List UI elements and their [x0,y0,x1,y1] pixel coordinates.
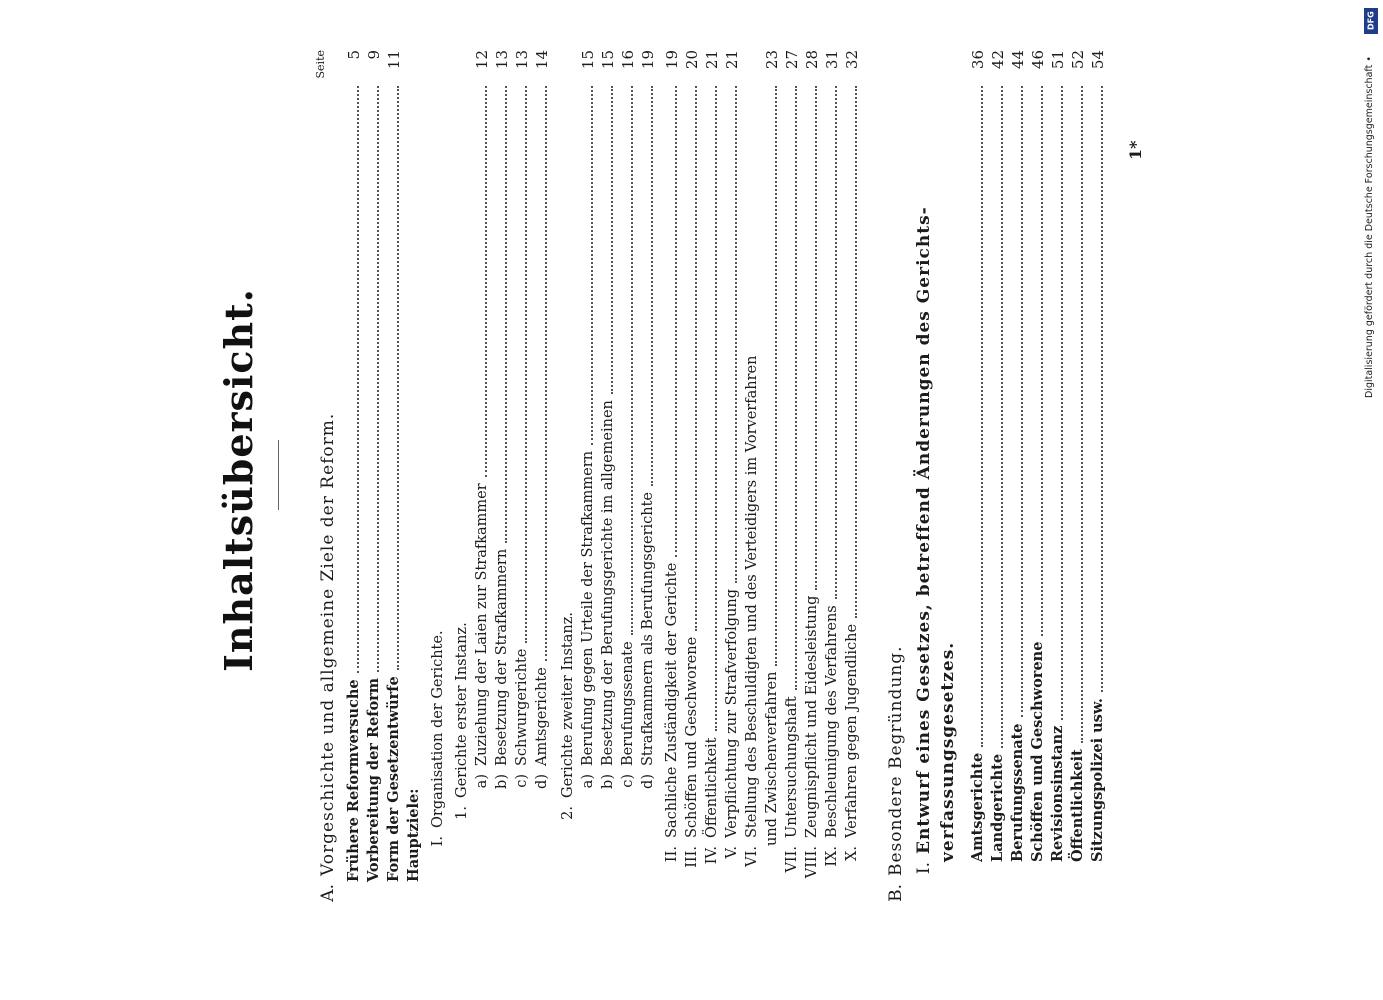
toc-entry [914,50,934,910]
toc-entry-page: 11 [385,50,403,70]
toc-entry-page: 20 [683,50,701,70]
toc-entry [404,50,424,910]
toc-entry-label: Besondere Begründung. [886,645,906,876]
toc-entry-number: b) [494,774,510,789]
toc-entry-number: X. [844,846,860,861]
toc-entry [762,50,782,910]
toc-entry-page: 21 [703,50,721,70]
dot-leader [505,86,507,543]
toc-entry-label: Frühere Reformversuche [345,679,362,882]
toc-entry-label: Organisation der Gerichte. [430,630,446,828]
toc-entry-label: Besetzung der Berufungsgerichte im allgemeinen [600,400,616,766]
dot-leader [545,86,547,661]
toc-entry-number: A. [318,884,338,902]
toc-entry-number: VI. [744,846,760,867]
toc-entry-label: Zeugnispflicht und Eidesleistung [804,595,820,838]
toc-entry-label: Amtsgerichte [534,667,550,766]
toc-entry-number: IX. [824,846,840,867]
toc-entry-label: Vorbereitung der Reform [365,677,382,882]
toc-entry [802,50,822,910]
toc-entry-page: 44 [1009,50,1027,70]
toc-entry [886,50,906,910]
dot-leader [485,86,487,477]
toc-entry [512,50,532,910]
dfg-logo: DFG [1364,8,1378,34]
toc-entry [318,50,338,910]
toc-entry-label: Schöffen und Geschworene [1029,641,1046,862]
dot-leader [357,86,359,673]
dot-leader [1001,86,1003,748]
toc-entry-label: Sitzungspolizei usw. [1089,698,1106,862]
dot-leader [631,86,633,635]
toc-entry [472,50,492,910]
toc-entry-label: Verfahren gegen Jugendliche [844,623,860,838]
toc-entry-page: 32 [843,50,861,70]
toc-entry [682,50,702,910]
dot-leader [1061,86,1063,720]
dot-leader [795,86,797,690]
toc-entry [968,50,988,910]
toc-entry-label: Landgerichte [989,753,1006,862]
toc-entry-page: 28 [803,50,821,70]
page-title: Inhaltsübersicht. [216,288,261,672]
toc-entry-label: Beschleunigung des Verfahrens [824,605,840,838]
digitization-credit [1362,8,1382,408]
toc-entry [638,50,658,910]
toc-entry [578,50,598,910]
dot-leader [591,86,593,445]
toc-entry [782,50,802,910]
toc-entry-page: 36 [969,50,987,70]
toc-entry-number: 2. [560,806,576,820]
toc-entry-page: 9 [365,50,383,60]
toc-entry-number: 1. [454,806,470,820]
dot-leader [835,86,837,599]
toc-entry-page: 19 [663,50,681,70]
toc-entry [702,50,722,910]
toc-entry-page: 5 [345,50,363,60]
toc-entry-number: III. [684,846,700,868]
toc-entry [598,50,618,910]
toc-entry-page: 15 [599,50,617,70]
toc-entry [364,50,384,910]
toc-entry-label: Berufung gegen Urteile der Strafkammern [580,450,596,766]
dot-leader [1021,86,1023,717]
toc-entry [842,50,862,910]
toc-entry-page: 13 [493,50,511,70]
toc-entry-label: Zuziehung der Laien zur Strafkammer [474,483,490,766]
toc-entry-label: Besetzung der Strafkammern [494,548,510,766]
dot-leader [675,86,677,557]
toc-entry [988,50,1008,910]
dot-leader [1101,86,1103,692]
toc-entry-number: a) [474,774,490,789]
toc-entry [618,50,638,910]
toc-entry-page: 16 [619,50,637,70]
dot-leader [651,86,653,486]
toc-entry [1088,50,1108,910]
toc-entry-number: I. [914,862,934,875]
toc-entry-number: c) [620,774,636,788]
dot-leader [735,86,737,583]
toc-entry-label: Untersuchungshaft [784,696,800,838]
toc-entry-label: Entwurf eines Gesetzes, betreffend Änderungen des Gerichts- [914,206,934,854]
dot-leader [1041,86,1043,636]
dot-leader [397,86,399,670]
toc-entry-label: Gerichte erster Instanz. [454,622,470,798]
toc-entry-number: c) [514,774,530,788]
toc-entry-page: 19 [639,50,657,70]
toc-entry [1068,50,1088,910]
toc-entry-label: Amtsgerichte [969,752,986,862]
toc-entry-page: 51 [1049,50,1067,70]
toc-entry-label: und Zwischenverfahren [764,671,780,846]
toc-entry [722,50,742,910]
toc-entry-label: Vorgeschichte und allgemeine Ziele der Reform. [318,412,338,876]
toc-entry-label: verfassungsgesetzes. [938,641,958,862]
toc-entry-label: Stellung des Beschuldigten und des Verteidigers im Vorverfahren [744,355,760,838]
toc-entry-number: I. [430,836,446,847]
toc-entry-number: VII. [784,846,800,873]
toc-entry-number: V. [724,846,740,859]
toc-entry-label: Hauptziele: [405,788,422,882]
toc-entry [742,50,762,910]
toc-entry-label: Öffentlichkeit [704,737,720,838]
toc-entry-page: 42 [989,50,1007,70]
toc-entry-label: Form der Gesetzentwürfe [385,676,402,882]
toc-entry-page: 14 [533,50,551,70]
signature-mark: 1* [1126,140,1145,160]
toc-entry [428,50,448,910]
toc-entry-page: 54 [1089,50,1107,70]
toc-entry-number: IV. [704,846,720,865]
toc-entry-page: 13 [513,50,531,70]
toc-entry-label: Berufungssenate [1009,723,1026,862]
title-divider [278,440,279,510]
toc-entry-label: Gerichte zweiter Instanz. [560,612,576,798]
toc-entry [1048,50,1068,910]
toc-entry-number: a) [580,774,596,789]
toc-entry [558,50,578,910]
toc-entry [662,50,682,910]
dot-leader [715,86,717,731]
toc-entry [344,50,364,910]
toc-entry-page: 21 [723,50,741,70]
dot-leader [855,86,857,618]
toc-entry [1008,50,1028,910]
toc-entry [1028,50,1048,910]
toc-entry [452,50,472,910]
toc-entry-label: Berufungssenate [620,641,636,766]
toc-entry-label: Verpflichtung zur Strafverfolgung [724,589,740,838]
dot-leader [377,86,379,672]
toc-entry-label: Schöffen und Geschworene [684,636,700,838]
toc-entry-page: 15 [579,50,597,70]
toc-entry-page: 52 [1069,50,1087,70]
toc-entry-label: Öffentlichkeit [1069,749,1086,862]
dot-leader [981,86,983,747]
toc-entry-label: Sachliche Zuständigkeit der Gerichte [664,562,680,838]
toc-entry-page: 27 [783,50,801,70]
toc-entry-number: B. [886,884,906,902]
table-of-contents [216,50,1146,910]
dot-leader [525,86,527,643]
dot-leader [775,86,777,666]
toc-entry-page: 31 [823,50,841,70]
toc-entry-number: II. [664,846,680,863]
page-column-label: Seite [314,50,327,79]
dot-leader [815,86,817,590]
toc-entry [938,50,958,910]
credit-text: Digitalisierung gefördert durch die Deutsche Forschungsgemeinschaft • [1364,56,1375,398]
toc-entry-number: VIII. [804,846,820,879]
toc-entry-page: 46 [1029,50,1047,70]
toc-entry-label: Revisionsinstanz [1049,725,1066,862]
toc-entry [492,50,512,910]
dot-leader [611,86,613,394]
toc-entry-number: b) [600,774,616,789]
toc-entry-label: Schwurgerichte [514,648,530,766]
toc-entry-number: d) [640,774,656,789]
toc-entry-page: 12 [473,50,491,70]
toc-entry [384,50,404,910]
toc-entry-number: d) [534,774,550,789]
toc-entry [822,50,842,910]
toc-entry-page: 23 [763,50,781,70]
dot-leader [695,86,697,631]
toc-entry-label: Strafkammern als Berufungsgerichte [640,492,656,766]
dot-leader [1081,86,1083,743]
toc-entry [532,50,552,910]
